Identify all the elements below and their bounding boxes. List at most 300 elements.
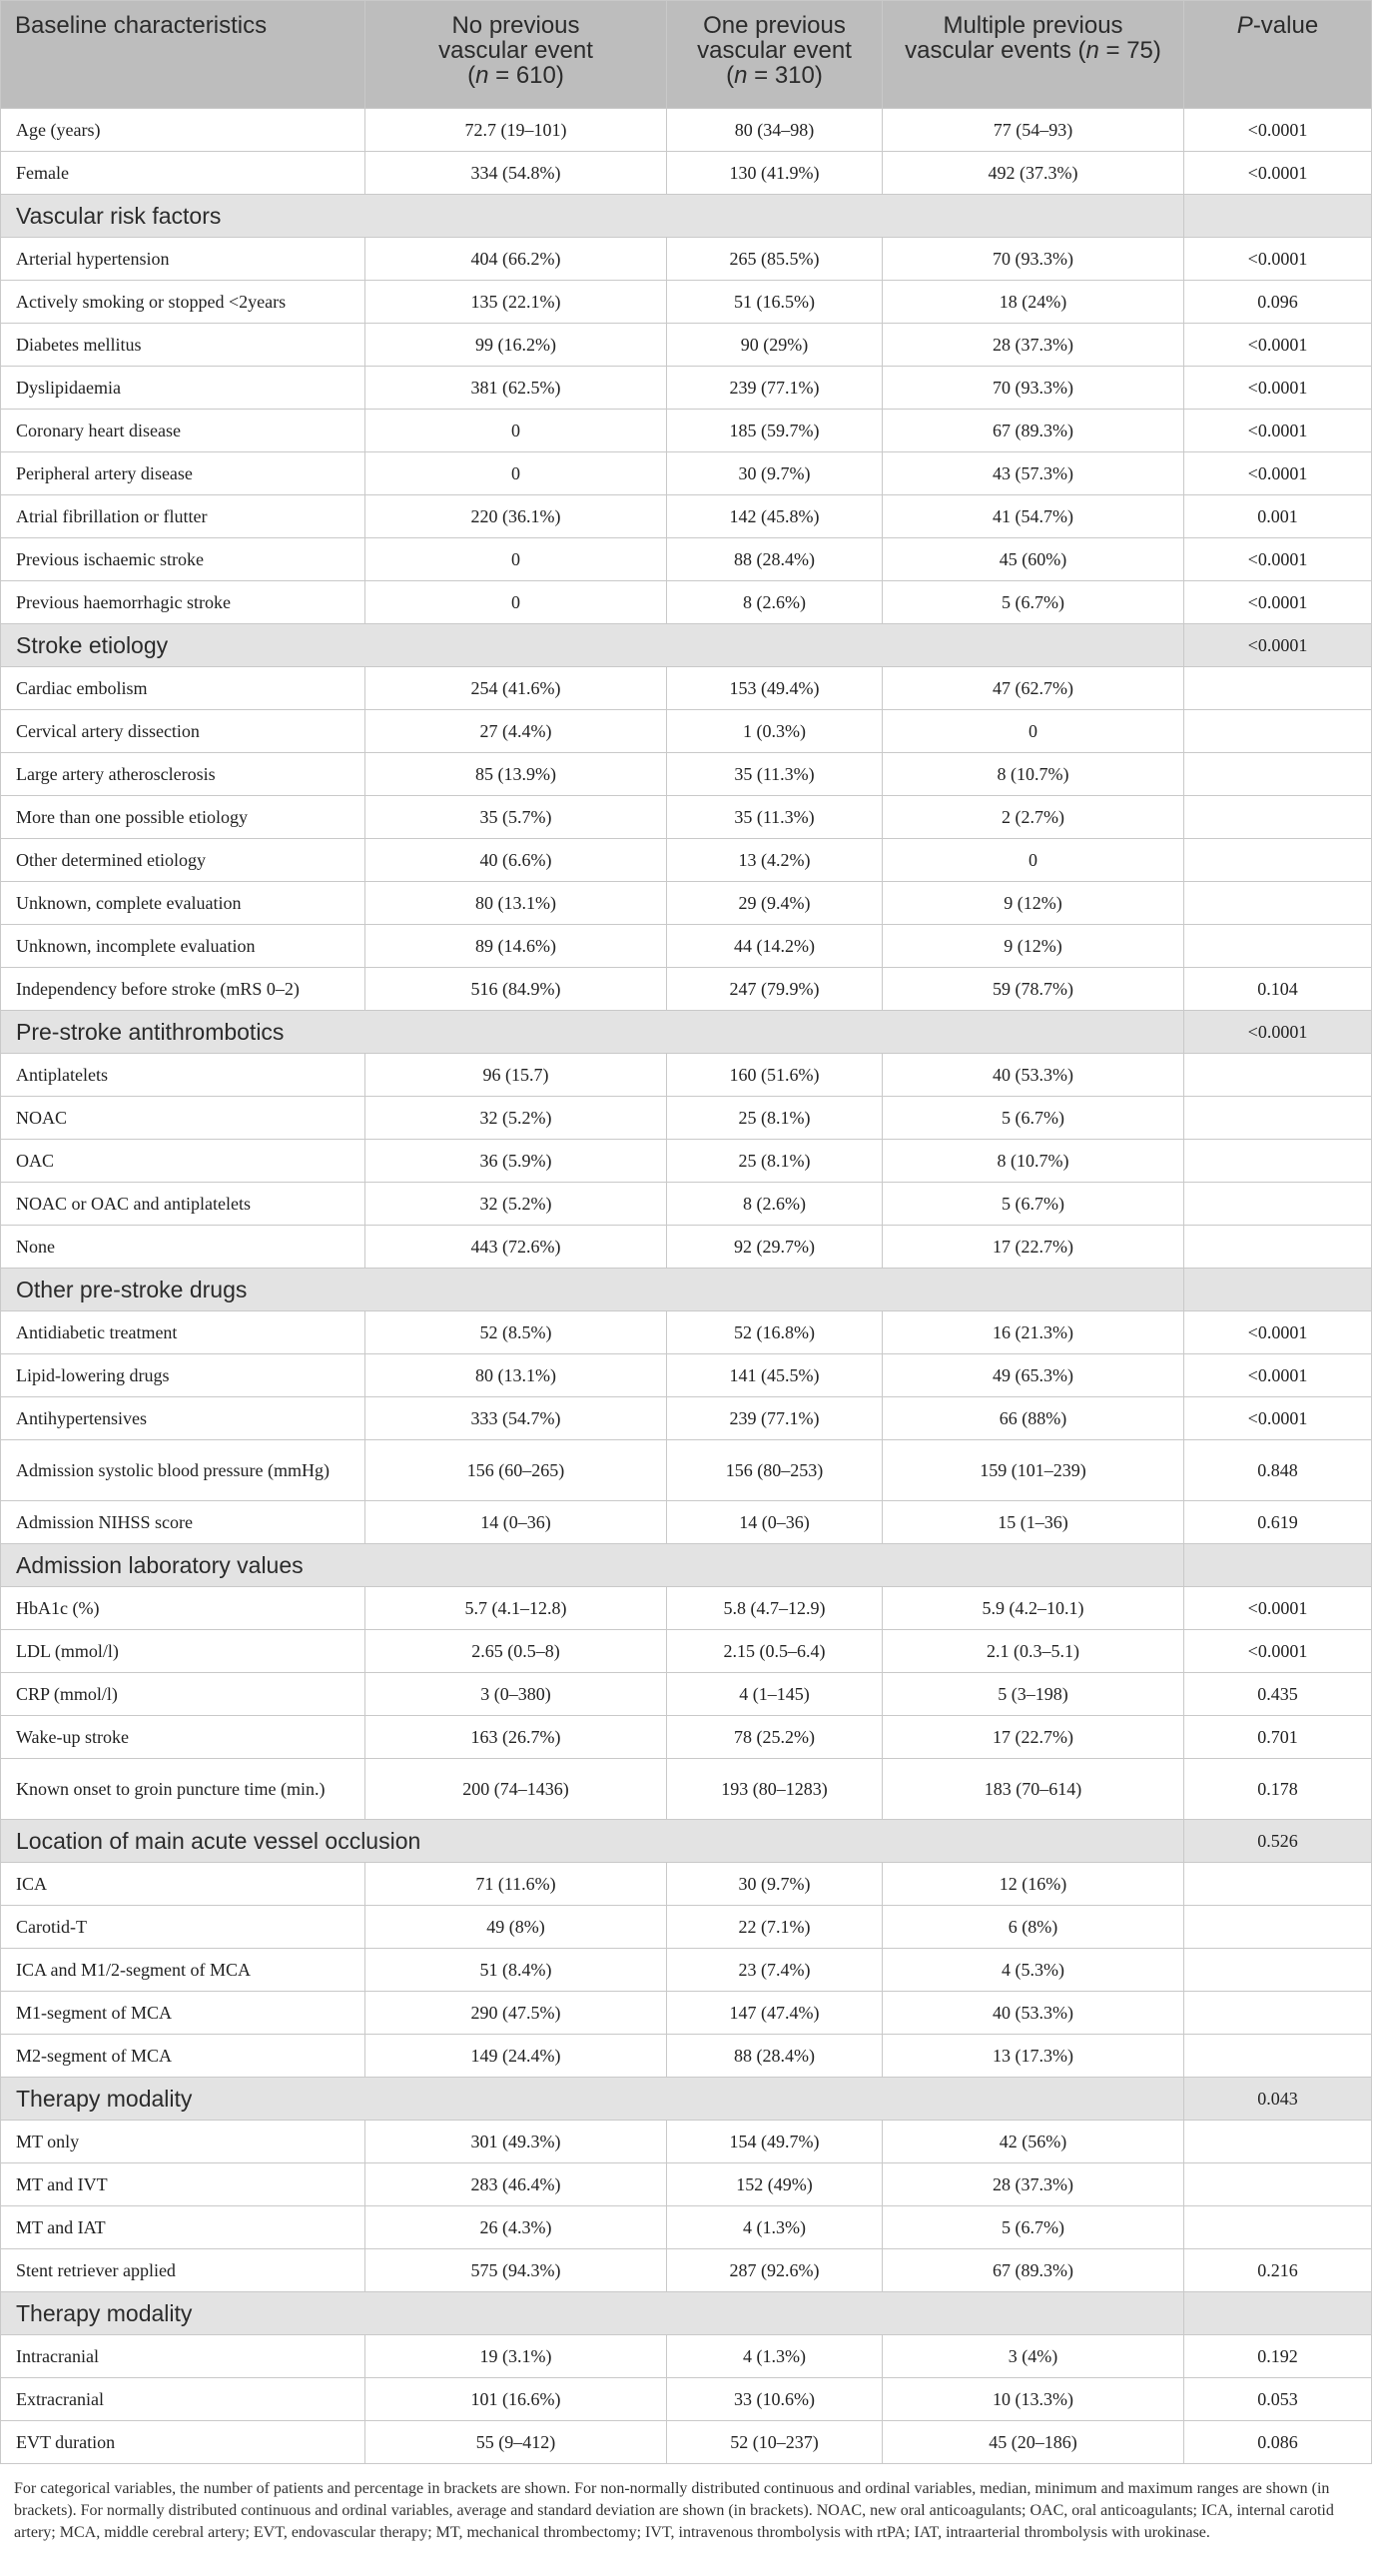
multiple-previous-events-cell: 47 (62.7%) bbox=[883, 667, 1184, 710]
one-previous-event-cell: 4 (1–145) bbox=[667, 1673, 883, 1716]
no-previous-event-cell: 89 (14.6%) bbox=[365, 925, 667, 968]
multiple-previous-events-cell: 4 (5.3%) bbox=[883, 1949, 1184, 1992]
header-col1-n-prefix: ( bbox=[467, 62, 476, 89]
table-row bbox=[1, 1630, 1372, 1673]
multiple-previous-events-cell: 5.9 (4.2–10.1) bbox=[883, 1587, 1184, 1630]
multiple-previous-events-cell: 6 (8%) bbox=[883, 1906, 1184, 1949]
p-value-cell: <0.0001 bbox=[1184, 1630, 1372, 1673]
section-p-value: <0.0001 bbox=[1184, 624, 1372, 667]
no-previous-event-cell: 27 (4.4%) bbox=[365, 710, 667, 753]
one-previous-event-cell: 22 (7.1%) bbox=[667, 1906, 883, 1949]
row-label-cell: Female bbox=[1, 152, 365, 195]
one-previous-event-cell: 193 (80–1283) bbox=[667, 1759, 883, 1820]
table-row bbox=[1, 839, 1372, 882]
one-previous-event-cell: 29 (9.4%) bbox=[667, 882, 883, 925]
row-label-cell: OAC bbox=[1, 1140, 365, 1183]
header-col1-n-var: n bbox=[475, 62, 489, 89]
p-value-cell bbox=[1184, 1140, 1372, 1183]
no-previous-event-cell: 35 (5.7%) bbox=[365, 796, 667, 839]
table-row bbox=[1, 1054, 1372, 1097]
one-previous-event-cell: 130 (41.9%) bbox=[667, 152, 883, 195]
p-value-cell: <0.0001 bbox=[1184, 1397, 1372, 1440]
p-value-cell: <0.0001 bbox=[1184, 452, 1372, 495]
row-label-cell: MT and IAT bbox=[1, 2206, 365, 2249]
multiple-previous-events-cell: 10 (13.3%) bbox=[883, 2378, 1184, 2421]
multiple-previous-events-cell: 5 (6.7%) bbox=[883, 2206, 1184, 2249]
table-row bbox=[1, 495, 1372, 538]
multiple-previous-events-cell: 41 (54.7%) bbox=[883, 495, 1184, 538]
one-previous-event-cell: 152 (49%) bbox=[667, 2163, 883, 2206]
table-row bbox=[1, 882, 1372, 925]
row-label-cell: More than one possible etiology bbox=[1, 796, 365, 839]
no-previous-event-cell: 72.7 (19–101) bbox=[365, 109, 667, 152]
p-value-cell bbox=[1184, 1992, 1372, 2035]
table-row bbox=[1, 667, 1372, 710]
section-header-row bbox=[1, 195, 1372, 238]
p-value-cell bbox=[1184, 1226, 1372, 1269]
section-header-row bbox=[1, 2078, 1372, 2121]
multiple-previous-events-cell: 0 bbox=[883, 839, 1184, 882]
no-previous-event-cell: 32 (5.2%) bbox=[365, 1097, 667, 1140]
no-previous-event-cell: 575 (94.3%) bbox=[365, 2249, 667, 2292]
header-col3-n-var: n bbox=[1085, 37, 1099, 64]
table-row bbox=[1, 1587, 1372, 1630]
header-col2-line2: vascular event bbox=[697, 37, 852, 64]
table-row bbox=[1, 238, 1372, 281]
table-row bbox=[1, 968, 1372, 1011]
no-previous-event-cell: 52 (8.5%) bbox=[365, 1311, 667, 1354]
one-previous-event-cell: 30 (9.7%) bbox=[667, 1863, 883, 1906]
section-header-row bbox=[1, 1011, 1372, 1054]
p-value-cell: 0.192 bbox=[1184, 2335, 1372, 2378]
p-value-cell: 0.053 bbox=[1184, 2378, 1372, 2421]
multiple-previous-events-cell: 18 (24%) bbox=[883, 281, 1184, 324]
no-previous-event-cell: 163 (26.7%) bbox=[365, 1716, 667, 1759]
p-value-cell bbox=[1184, 710, 1372, 753]
multiple-previous-events-cell: 43 (57.3%) bbox=[883, 452, 1184, 495]
p-value-cell bbox=[1184, 925, 1372, 968]
multiple-previous-events-cell: 70 (93.3%) bbox=[883, 367, 1184, 410]
table-row bbox=[1, 710, 1372, 753]
p-value-cell: <0.0001 bbox=[1184, 367, 1372, 410]
p-value-cell bbox=[1184, 2035, 1372, 2078]
row-label-cell: Age (years) bbox=[1, 109, 365, 152]
multiple-previous-events-cell: 13 (17.3%) bbox=[883, 2035, 1184, 2078]
table-row bbox=[1, 2249, 1372, 2292]
one-previous-event-cell: 8 (2.6%) bbox=[667, 581, 883, 624]
one-previous-event-cell: 80 (34–98) bbox=[667, 109, 883, 152]
table-row bbox=[1, 1097, 1372, 1140]
header-col1-n-rest: = 610) bbox=[488, 62, 564, 89]
one-previous-event-cell: 35 (11.3%) bbox=[667, 753, 883, 796]
one-previous-event-cell: 2.15 (0.5–6.4) bbox=[667, 1630, 883, 1673]
multiple-previous-events-cell: 49 (65.3%) bbox=[883, 1354, 1184, 1397]
multiple-previous-events-cell: 3 (4%) bbox=[883, 2335, 1184, 2378]
header-p-letter: P bbox=[1236, 12, 1253, 39]
section-label: Therapy modality bbox=[1, 2078, 1184, 2121]
p-value-cell bbox=[1184, 2206, 1372, 2249]
row-label-cell: Diabetes mellitus bbox=[1, 324, 365, 367]
no-previous-event-cell: 0 bbox=[365, 410, 667, 452]
one-previous-event-cell: 265 (85.5%) bbox=[667, 238, 883, 281]
one-previous-event-cell: 51 (16.5%) bbox=[667, 281, 883, 324]
table-row bbox=[1, 1716, 1372, 1759]
table-row bbox=[1, 2378, 1372, 2421]
row-label-cell: M1-segment of MCA bbox=[1, 1992, 365, 2035]
one-previous-event-cell: 247 (79.9%) bbox=[667, 968, 883, 1011]
no-previous-event-cell: 71 (11.6%) bbox=[365, 1863, 667, 1906]
table-row bbox=[1, 1440, 1372, 1501]
p-value-cell: <0.0001 bbox=[1184, 324, 1372, 367]
row-label-cell: Cardiac embolism bbox=[1, 667, 365, 710]
table-row bbox=[1, 1906, 1372, 1949]
no-previous-event-cell: 80 (13.1%) bbox=[365, 1354, 667, 1397]
table-row bbox=[1, 753, 1372, 796]
no-previous-event-cell: 254 (41.6%) bbox=[365, 667, 667, 710]
header-p-value bbox=[1184, 1, 1372, 109]
no-previous-event-cell: 516 (84.9%) bbox=[365, 968, 667, 1011]
header-baseline-characteristics bbox=[1, 1, 365, 109]
one-previous-event-cell: 92 (29.7%) bbox=[667, 1226, 883, 1269]
p-value-cell: 0.104 bbox=[1184, 968, 1372, 1011]
multiple-previous-events-cell: 492 (37.3%) bbox=[883, 152, 1184, 195]
p-value-cell: 0.619 bbox=[1184, 1501, 1372, 1544]
one-previous-event-cell: 90 (29%) bbox=[667, 324, 883, 367]
table-row bbox=[1, 410, 1372, 452]
table-row bbox=[1, 367, 1372, 410]
row-label-cell: Extracranial bbox=[1, 2378, 365, 2421]
one-previous-event-cell: 8 (2.6%) bbox=[667, 1183, 883, 1226]
one-previous-event-cell: 25 (8.1%) bbox=[667, 1140, 883, 1183]
no-previous-event-cell: 5.7 (4.1–12.8) bbox=[365, 1587, 667, 1630]
p-value-cell: 0.701 bbox=[1184, 1716, 1372, 1759]
no-previous-event-cell: 49 (8%) bbox=[365, 1906, 667, 1949]
no-previous-event-cell: 156 (60–265) bbox=[365, 1440, 667, 1501]
table-row bbox=[1, 581, 1372, 624]
table-row bbox=[1, 538, 1372, 581]
multiple-previous-events-cell: 0 bbox=[883, 710, 1184, 753]
p-value-cell bbox=[1184, 1949, 1372, 1992]
no-previous-event-cell: 2.65 (0.5–8) bbox=[365, 1630, 667, 1673]
no-previous-event-cell: 135 (22.1%) bbox=[365, 281, 667, 324]
row-label-cell: Previous ischaemic stroke bbox=[1, 538, 365, 581]
p-value-cell bbox=[1184, 1863, 1372, 1906]
p-value-cell bbox=[1184, 753, 1372, 796]
row-label-cell: Antihypertensives bbox=[1, 1397, 365, 1440]
row-label-cell: Admission systolic blood pressure (mmHg) bbox=[1, 1440, 365, 1501]
one-previous-event-cell: 185 (59.7%) bbox=[667, 410, 883, 452]
no-previous-event-cell: 99 (16.2%) bbox=[365, 324, 667, 367]
table-row bbox=[1, 2206, 1372, 2249]
one-previous-event-cell: 44 (14.2%) bbox=[667, 925, 883, 968]
multiple-previous-events-cell: 42 (56%) bbox=[883, 2121, 1184, 2163]
p-value-cell: <0.0001 bbox=[1184, 538, 1372, 581]
header-col3-line2 bbox=[895, 38, 1171, 63]
one-previous-event-cell: 287 (92.6%) bbox=[667, 2249, 883, 2292]
multiple-previous-events-cell: 45 (20–186) bbox=[883, 2421, 1184, 2464]
row-label-cell: Antidiabetic treatment bbox=[1, 1311, 365, 1354]
one-previous-event-cell: 141 (45.5%) bbox=[667, 1354, 883, 1397]
row-label-cell: Unknown, incomplete evaluation bbox=[1, 925, 365, 968]
p-value-cell bbox=[1184, 796, 1372, 839]
one-previous-event-cell: 156 (80–253) bbox=[667, 1440, 883, 1501]
header-p-rest: -value bbox=[1252, 12, 1319, 39]
header-col3-n-rest: = 75) bbox=[1098, 37, 1161, 64]
section-label: Pre-stroke antithrombotics bbox=[1, 1011, 1184, 1054]
header-col3-line1: Multiple previous bbox=[943, 12, 1123, 39]
row-label-cell: ICA and M1/2-segment of MCA bbox=[1, 1949, 365, 1992]
p-value-cell bbox=[1184, 882, 1372, 925]
row-label-cell: Wake-up stroke bbox=[1, 1716, 365, 1759]
multiple-previous-events-cell: 40 (53.3%) bbox=[883, 1992, 1184, 2035]
table-row bbox=[1, 925, 1372, 968]
table-row bbox=[1, 152, 1372, 195]
no-previous-event-cell: 26 (4.3%) bbox=[365, 2206, 667, 2249]
row-label-cell: Peripheral artery disease bbox=[1, 452, 365, 495]
no-previous-event-cell: 51 (8.4%) bbox=[365, 1949, 667, 1992]
header-multiple-previous-events bbox=[883, 1, 1184, 109]
table-header bbox=[1, 1, 1372, 109]
one-previous-event-cell: 23 (7.4%) bbox=[667, 1949, 883, 1992]
multiple-previous-events-cell: 9 (12%) bbox=[883, 882, 1184, 925]
no-previous-event-cell: 40 (6.6%) bbox=[365, 839, 667, 882]
header-col2-n-prefix: ( bbox=[726, 62, 735, 89]
row-label-cell: Known onset to groin puncture time (min.) bbox=[1, 1759, 365, 1820]
section-header-row bbox=[1, 624, 1372, 667]
row-label-cell: Admission NIHSS score bbox=[1, 1501, 365, 1544]
row-label-cell: M2-segment of MCA bbox=[1, 2035, 365, 2078]
row-label-cell: ICA bbox=[1, 1863, 365, 1906]
table-row bbox=[1, 2035, 1372, 2078]
table-row bbox=[1, 1311, 1372, 1354]
row-label-cell: Cervical artery dissection bbox=[1, 710, 365, 753]
table-footnote: For categorical variables, the number of patients and percentage in brackets are shown. For non-normally distributed continuous and ordinal variables, median, minimum and maximum ranges are shown (in brackets). For normally distributed continuous and ordinal variables, average and standard deviation are shown (in brackets). NOAC, new oral anticoagulants; OAC, oral anticoagulants; ICA, internal carotid artery; MCA, middle cerebral artery; EVT, endovascular therapy; MT, mechanical thrombectomy; IVT, intravenous thrombolysis with rtPA; IAT, intraarterial thrombolysis with urokinase. bbox=[14, 2480, 1334, 2541]
no-previous-event-cell: 334 (54.8%) bbox=[365, 152, 667, 195]
one-previous-event-cell: 88 (28.4%) bbox=[667, 538, 883, 581]
p-value-cell: <0.0001 bbox=[1184, 152, 1372, 195]
p-value-cell bbox=[1184, 2163, 1372, 2206]
row-label-cell: None bbox=[1, 1226, 365, 1269]
one-previous-event-cell: 13 (4.2%) bbox=[667, 839, 883, 882]
p-value-cell: <0.0001 bbox=[1184, 581, 1372, 624]
row-label-cell: Independency before stroke (mRS 0–2) bbox=[1, 968, 365, 1011]
header-col2-n-rest: = 310) bbox=[747, 62, 823, 89]
no-previous-event-cell: 0 bbox=[365, 452, 667, 495]
p-value-cell: <0.0001 bbox=[1184, 238, 1372, 281]
p-value-cell: <0.0001 bbox=[1184, 1354, 1372, 1397]
p-value-cell bbox=[1184, 1054, 1372, 1097]
no-previous-event-cell: 32 (5.2%) bbox=[365, 1183, 667, 1226]
one-previous-event-cell: 142 (45.8%) bbox=[667, 495, 883, 538]
p-value-cell bbox=[1184, 1097, 1372, 1140]
header-no-previous-event bbox=[365, 1, 667, 109]
no-previous-event-cell: 404 (66.2%) bbox=[365, 238, 667, 281]
section-header-row bbox=[1, 1269, 1372, 1311]
table-row bbox=[1, 2421, 1372, 2464]
section-p-value: <0.0001 bbox=[1184, 1011, 1372, 1054]
section-label: Stroke etiology bbox=[1, 624, 1184, 667]
multiple-previous-events-cell: 9 (12%) bbox=[883, 925, 1184, 968]
table-row bbox=[1, 1863, 1372, 1906]
multiple-previous-events-cell: 17 (22.7%) bbox=[883, 1716, 1184, 1759]
one-previous-event-cell: 30 (9.7%) bbox=[667, 452, 883, 495]
section-header-row bbox=[1, 1820, 1372, 1863]
row-label-cell: HbA1c (%) bbox=[1, 1587, 365, 1630]
multiple-previous-events-cell: 5 (6.7%) bbox=[883, 581, 1184, 624]
table-row bbox=[1, 109, 1372, 152]
section-header-row bbox=[1, 2292, 1372, 2335]
row-label-cell: Coronary heart disease bbox=[1, 410, 365, 452]
row-label-cell: Lipid-lowering drugs bbox=[1, 1354, 365, 1397]
section-p-value: 0.526 bbox=[1184, 1820, 1372, 1863]
no-previous-event-cell: 381 (62.5%) bbox=[365, 367, 667, 410]
section-p-value bbox=[1184, 2292, 1372, 2335]
one-previous-event-cell: 4 (1.3%) bbox=[667, 2206, 883, 2249]
table-row bbox=[1, 1183, 1372, 1226]
section-label: Therapy modality bbox=[1, 2292, 1184, 2335]
p-value-cell: 0.435 bbox=[1184, 1673, 1372, 1716]
multiple-previous-events-cell: 2.1 (0.3–5.1) bbox=[883, 1630, 1184, 1673]
header-col1-line1: No previous bbox=[451, 12, 580, 39]
table-row bbox=[1, 796, 1372, 839]
row-label-cell: Previous haemorrhagic stroke bbox=[1, 581, 365, 624]
row-label-cell: MT only bbox=[1, 2121, 365, 2163]
no-previous-event-cell: 14 (0–36) bbox=[365, 1501, 667, 1544]
no-previous-event-cell: 301 (49.3%) bbox=[365, 2121, 667, 2163]
header-one-previous-event bbox=[667, 1, 883, 109]
header-col0-text: Baseline characteristics bbox=[15, 12, 268, 39]
multiple-previous-events-cell: 5 (6.7%) bbox=[883, 1183, 1184, 1226]
one-previous-event-cell: 239 (77.1%) bbox=[667, 1397, 883, 1440]
header-col2-n-var: n bbox=[734, 62, 748, 89]
no-previous-event-cell: 0 bbox=[365, 538, 667, 581]
row-label-cell: Dyslipidaemia bbox=[1, 367, 365, 410]
header-col2-line1: One previous bbox=[703, 12, 846, 39]
row-label-cell: Actively smoking or stopped <2years bbox=[1, 281, 365, 324]
multiple-previous-events-cell: 77 (54–93) bbox=[883, 109, 1184, 152]
table-row bbox=[1, 324, 1372, 367]
one-previous-event-cell: 160 (51.6%) bbox=[667, 1054, 883, 1097]
multiple-previous-events-cell: 15 (1–36) bbox=[883, 1501, 1184, 1544]
section-p-value bbox=[1184, 1544, 1372, 1587]
p-value-cell: <0.0001 bbox=[1184, 1311, 1372, 1354]
multiple-previous-events-cell: 5 (6.7%) bbox=[883, 1097, 1184, 1140]
table-row bbox=[1, 1397, 1372, 1440]
header-col2-n bbox=[679, 63, 870, 88]
row-label-cell: Atrial fibrillation or flutter bbox=[1, 495, 365, 538]
table-row bbox=[1, 1226, 1372, 1269]
multiple-previous-events-cell: 183 (70–614) bbox=[883, 1759, 1184, 1820]
no-previous-event-cell: 101 (16.6%) bbox=[365, 2378, 667, 2421]
multiple-previous-events-cell: 8 (10.7%) bbox=[883, 1140, 1184, 1183]
row-label-cell: EVT duration bbox=[1, 2421, 365, 2464]
no-previous-event-cell: 0 bbox=[365, 581, 667, 624]
row-label-cell: Intracranial bbox=[1, 2335, 365, 2378]
no-previous-event-cell: 36 (5.9%) bbox=[365, 1140, 667, 1183]
one-previous-event-cell: 239 (77.1%) bbox=[667, 367, 883, 410]
p-value-cell bbox=[1184, 1183, 1372, 1226]
one-previous-event-cell: 1 (0.3%) bbox=[667, 710, 883, 753]
no-previous-event-cell: 220 (36.1%) bbox=[365, 495, 667, 538]
one-previous-event-cell: 153 (49.4%) bbox=[667, 667, 883, 710]
p-value-cell bbox=[1184, 2121, 1372, 2163]
table-row bbox=[1, 1354, 1372, 1397]
header-col3-line2-a: vascular events ( bbox=[905, 37, 1086, 64]
table-row bbox=[1, 1992, 1372, 2035]
table-row bbox=[1, 1759, 1372, 1820]
multiple-previous-events-cell: 159 (101–239) bbox=[883, 1440, 1184, 1501]
multiple-previous-events-cell: 66 (88%) bbox=[883, 1397, 1184, 1440]
row-label-cell: CRP (mmol/l) bbox=[1, 1673, 365, 1716]
one-previous-event-cell: 5.8 (4.7–12.9) bbox=[667, 1587, 883, 1630]
table-row bbox=[1, 2335, 1372, 2378]
multiple-previous-events-cell: 59 (78.7%) bbox=[883, 968, 1184, 1011]
table-row bbox=[1, 1140, 1372, 1183]
multiple-previous-events-cell: 28 (37.3%) bbox=[883, 324, 1184, 367]
table-row bbox=[1, 2163, 1372, 2206]
multiple-previous-events-cell: 70 (93.3%) bbox=[883, 238, 1184, 281]
multiple-previous-events-cell: 40 (53.3%) bbox=[883, 1054, 1184, 1097]
row-label-cell: Large artery atherosclerosis bbox=[1, 753, 365, 796]
section-p-value: 0.043 bbox=[1184, 2078, 1372, 2121]
p-value-cell: 0.216 bbox=[1184, 2249, 1372, 2292]
section-label: Vascular risk factors bbox=[1, 195, 1184, 238]
row-label-cell: Antiplatelets bbox=[1, 1054, 365, 1097]
one-previous-event-cell: 14 (0–36) bbox=[667, 1501, 883, 1544]
row-label-cell: Other determined etiology bbox=[1, 839, 365, 882]
p-value-cell bbox=[1184, 667, 1372, 710]
p-value-cell: <0.0001 bbox=[1184, 1587, 1372, 1630]
one-previous-event-cell: 52 (10–237) bbox=[667, 2421, 883, 2464]
section-label: Other pre-stroke drugs bbox=[1, 1269, 1184, 1311]
one-previous-event-cell: 35 (11.3%) bbox=[667, 796, 883, 839]
no-previous-event-cell: 149 (24.4%) bbox=[365, 2035, 667, 2078]
no-previous-event-cell: 290 (47.5%) bbox=[365, 1992, 667, 2035]
no-previous-event-cell: 443 (72.6%) bbox=[365, 1226, 667, 1269]
multiple-previous-events-cell: 8 (10.7%) bbox=[883, 753, 1184, 796]
one-previous-event-cell: 154 (49.7%) bbox=[667, 2121, 883, 2163]
multiple-previous-events-cell: 28 (37.3%) bbox=[883, 2163, 1184, 2206]
table-row bbox=[1, 281, 1372, 324]
header-col1-line2: vascular event bbox=[438, 37, 593, 64]
multiple-previous-events-cell: 67 (89.3%) bbox=[883, 2249, 1184, 2292]
row-label-cell: Arterial hypertension bbox=[1, 238, 365, 281]
multiple-previous-events-cell: 17 (22.7%) bbox=[883, 1226, 1184, 1269]
row-label-cell: Unknown, complete evaluation bbox=[1, 882, 365, 925]
no-previous-event-cell: 55 (9–412) bbox=[365, 2421, 667, 2464]
one-previous-event-cell: 147 (47.4%) bbox=[667, 1992, 883, 2035]
row-label-cell: NOAC or OAC and antiplatelets bbox=[1, 1183, 365, 1226]
one-previous-event-cell: 33 (10.6%) bbox=[667, 2378, 883, 2421]
section-p-value bbox=[1184, 1269, 1372, 1311]
p-value-cell bbox=[1184, 1906, 1372, 1949]
multiple-previous-events-cell: 12 (16%) bbox=[883, 1863, 1184, 1906]
one-previous-event-cell: 4 (1.3%) bbox=[667, 2335, 883, 2378]
section-p-value bbox=[1184, 195, 1372, 238]
row-label-cell: LDL (mmol/l) bbox=[1, 1630, 365, 1673]
table-body bbox=[1, 109, 1372, 2464]
p-value-cell: 0.178 bbox=[1184, 1759, 1372, 1820]
one-previous-event-cell: 52 (16.8%) bbox=[667, 1311, 883, 1354]
no-previous-event-cell: 80 (13.1%) bbox=[365, 882, 667, 925]
table-row bbox=[1, 1949, 1372, 1992]
header-col1-n bbox=[377, 63, 654, 88]
multiple-previous-events-cell: 45 (60%) bbox=[883, 538, 1184, 581]
one-previous-event-cell: 88 (28.4%) bbox=[667, 2035, 883, 2078]
p-value-cell: <0.0001 bbox=[1184, 410, 1372, 452]
row-label-cell: Carotid-T bbox=[1, 1906, 365, 1949]
multiple-previous-events-cell: 5 (3–198) bbox=[883, 1673, 1184, 1716]
